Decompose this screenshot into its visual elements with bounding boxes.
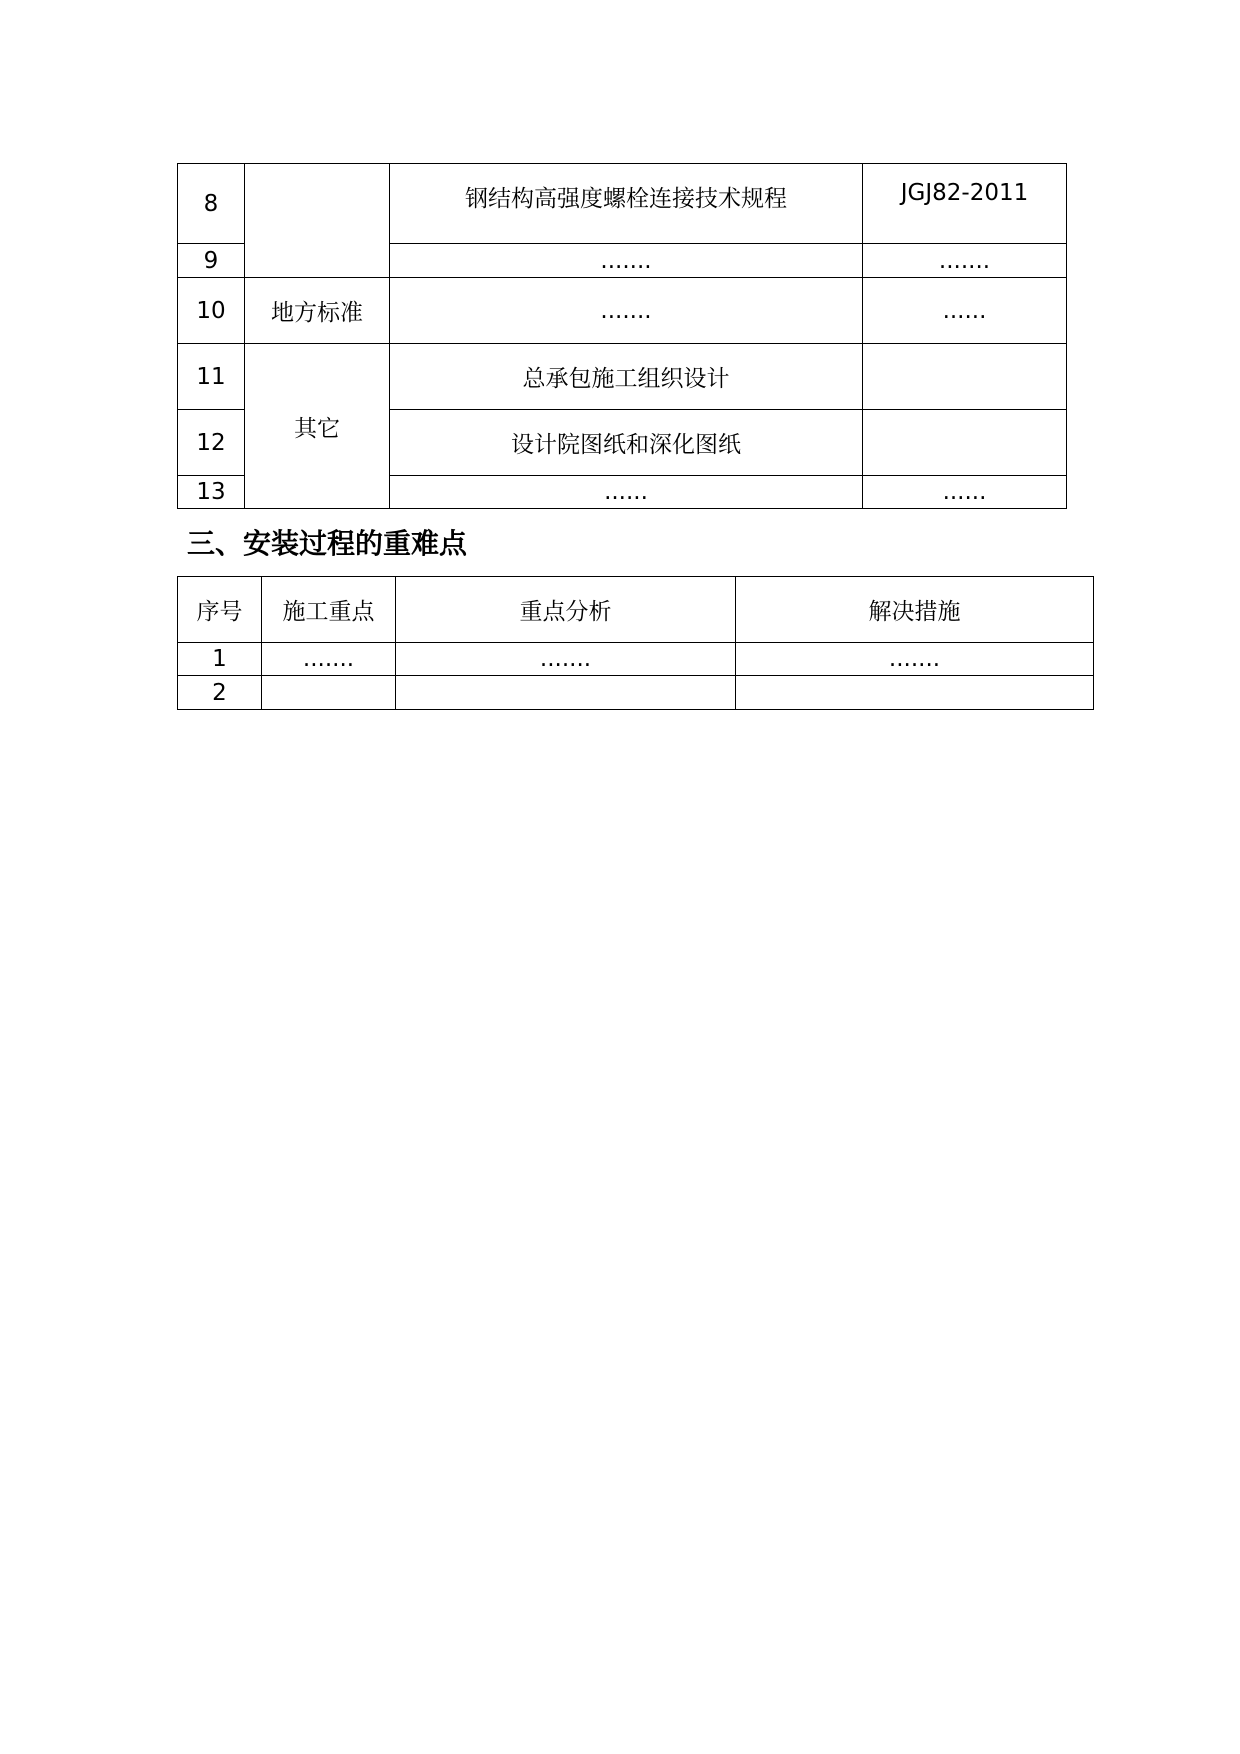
row-number: 13 xyxy=(178,476,245,509)
standard-code: ...... xyxy=(863,476,1067,509)
header-measures: 解决措施 xyxy=(736,577,1094,643)
table-row xyxy=(178,643,1094,676)
category-cell: 地方标准 xyxy=(245,278,390,344)
standard-code: JGJ82-2011 xyxy=(863,164,1067,244)
table-row xyxy=(178,676,1094,710)
standard-name: ....... xyxy=(390,278,863,344)
table-row xyxy=(178,278,1067,344)
row-number: 11 xyxy=(178,344,245,410)
table-row xyxy=(178,164,1067,244)
row-number: 10 xyxy=(178,278,245,344)
standards-table xyxy=(177,163,1067,509)
section-heading: 三、安装过程的重难点 xyxy=(187,527,468,560)
row-number: 9 xyxy=(178,244,245,278)
row-number: 8 xyxy=(178,164,245,244)
standard-code xyxy=(863,410,1067,476)
analysis-cell: ....... xyxy=(396,643,736,676)
category-cell: 其它 xyxy=(245,344,390,509)
header-analysis: 重点分析 xyxy=(396,577,736,643)
standard-code: ....... xyxy=(863,244,1067,278)
key-point-cell xyxy=(262,676,396,710)
standard-name: 总承包施工组织设计 xyxy=(390,344,863,410)
key-point-cell: ....... xyxy=(262,643,396,676)
table-row xyxy=(178,344,1067,410)
row-number: 2 xyxy=(178,676,262,710)
standard-code xyxy=(863,344,1067,410)
standard-code: ...... xyxy=(863,278,1067,344)
header-serial: 序号 xyxy=(178,577,262,643)
measures-cell xyxy=(736,676,1094,710)
standard-name: ....... xyxy=(390,244,863,278)
key-points-table xyxy=(177,576,1094,710)
category-cell-empty xyxy=(245,164,390,278)
standard-name: 设计院图纸和深化图纸 xyxy=(390,410,863,476)
header-row xyxy=(178,577,1094,643)
row-number: 12 xyxy=(178,410,245,476)
header-key-point: 施工重点 xyxy=(262,577,396,643)
row-number: 1 xyxy=(178,643,262,676)
analysis-cell xyxy=(396,676,736,710)
standard-name: ...... xyxy=(390,476,863,509)
standard-name: 钢结构高强度螺栓连接技术规程 xyxy=(390,164,863,244)
measures-cell: ....... xyxy=(736,643,1094,676)
